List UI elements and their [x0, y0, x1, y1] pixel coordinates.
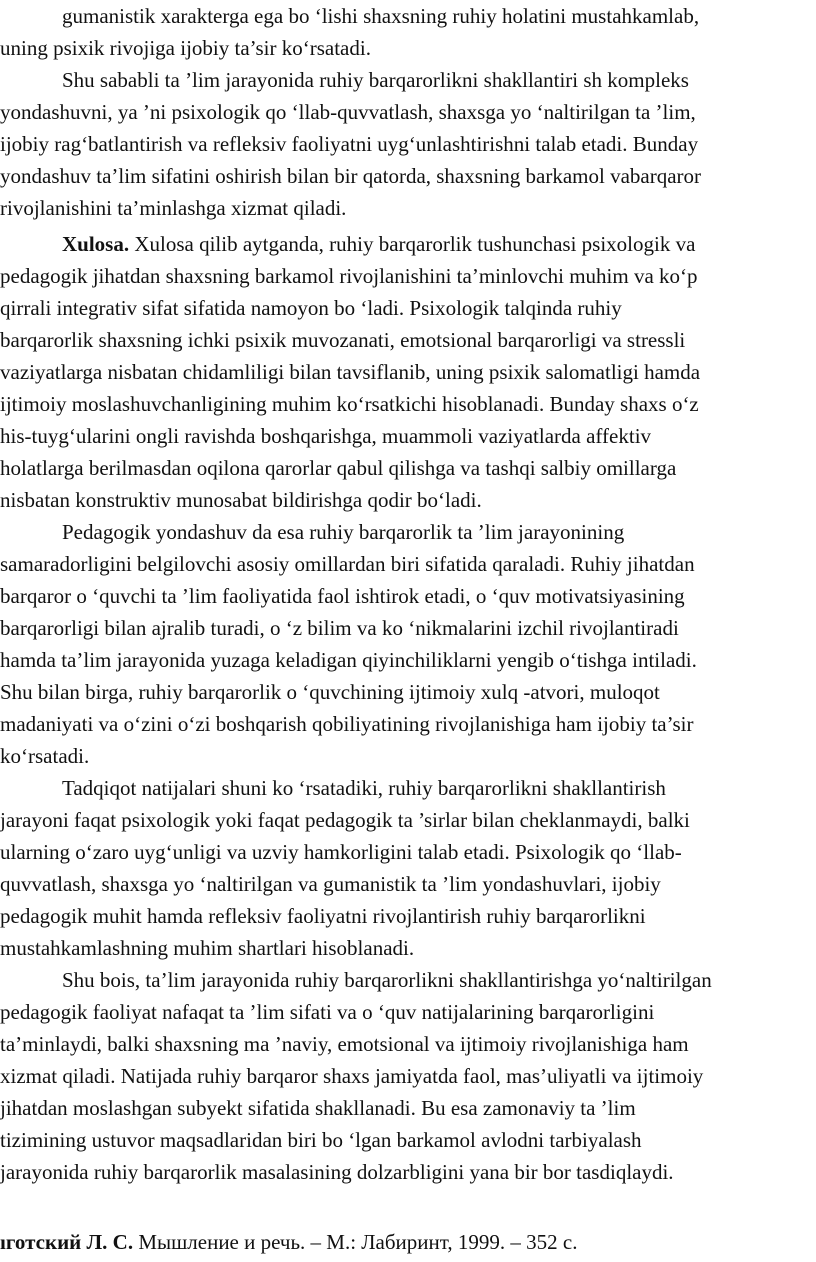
paragraph-4-line-8: ko‘rsatadi. [0, 744, 90, 768]
conclusion-line-3: qirrali integrativ sifat sifatida namoyon bo ‘ladi. Psixologik talqinda ruhiy [0, 296, 622, 320]
conclusion-line-5: vaziyatlarga nisbatan chidamliligi bilan tavsiflanib, uning psixik salomatligi hamda [0, 360, 701, 384]
reference-entry [0, 1226, 816, 1258]
paragraph-6-line-6: tizimining ustuvor maqsadlaridan biri bo ‘lgan barkamol avlodni tarbiyalash [0, 1128, 642, 1152]
paragraph-6-line-2: pedagogik faoliyat nafaqat ta ’lim sifati va o ‘quv natijalarining barqarorligini [0, 1000, 655, 1024]
paragraph-4-line-6: Shu bilan birga, ruhiy barqarorlik o ‘quvchining ijtimoiy xulq -atvori, muloqot [0, 680, 660, 704]
conclusion-line-8: holatlarga berilmasdan oqilona qarorlar qabul qilishga va tashqi salbiy omillarga [0, 456, 677, 480]
paragraph-2-line-4: yondashuv ta’lim sifatini oshirish bilan bir qatorda, shaxsning barkamol vabarqaror [0, 164, 702, 188]
conclusion-heading: Xulosa. [62, 232, 130, 256]
paragraph-6-line-1: Shu bois, ta’lim jarayonida ruhiy barqarorlikni shakllantirishga yo‘naltirilgan [62, 968, 712, 992]
paragraph-5-line-2: jarayoni faqat psixologik yoki faqat pedagogik ta ’sirlar bilan cheklanmaydi, balki [0, 808, 690, 832]
paragraph-4-line-2: samaradorligini belgilovchi asosiy omillardan biri sifatida qaraladi. Ruhiy jihatdan [0, 552, 695, 576]
paragraph-4-line-1: Pedagogik yondashuv da esa ruhiy barqarorlik ta ’lim jarayonining [62, 520, 625, 544]
conclusion-line-1 [0, 228, 816, 260]
paragraph-4-line-7: madaniyati va o‘zini o‘zi boshqarish qobiliyatining rivojlanishiga ham ijobiy ta’sir [0, 712, 694, 736]
paragraph-5-line-1: Tadqiqot natijalari shuni ko ‘rsatadiki, ruhiy barqarorlikni shakllantirish [62, 776, 666, 800]
paragraph-6-line-4: xizmat qiladi. Natijada ruhiy barqaror shaxs jamiyatda faol, mas’uliyatli va ijtimoiy [0, 1064, 704, 1088]
paragraph-6-line-7: jarayonida ruhiy barqarorlik masalasining dolzarbligini yana bir bor tasdiqlaydi. [0, 1160, 674, 1184]
reference-author: ıготский Л. С. [0, 1230, 134, 1254]
conclusion-line-4: barqarorlik shaxsning ichki psixik muvozanati, emotsional barqarorligi va stressli [0, 328, 686, 352]
conclusion-line-9: nisbatan konstruktiv munosabat bildirishga qodir bo‘ladi. [0, 488, 482, 512]
conclusion-line-2: pedagogik jihatdan shaxsning barkamol rivojlanishini ta’minlovchi muhim va ko‘p [0, 264, 698, 288]
paragraph-4-line-3: barqaror o ‘quvchi ta ’lim faoliyatida faol ishtirok etadi, o ‘quv motivatsiyasining [0, 584, 685, 608]
paragraph-2-line-3: ijobiy rag‘batlantirish va refleksiv faoliyatni uyg‘unlashtirishni talab etadi. Bunday [0, 132, 699, 156]
paragraph-2-line-5: rivojlanishini ta’minlashga xizmat qiladi. [0, 196, 347, 220]
paragraph-6-line-3: ta’minlaydi, balki shaxsning ma ’naviy, emotsional va ijtimoiy rivojlanishiga ham [0, 1032, 689, 1056]
paragraph-5-line-4: quvvatlash, shaxsga yo ‘naltirilgan va gumanistik ta ’lim yondashuvlari, ijobiy [0, 872, 661, 896]
paragraph-1-line-1: gumanistik xarakterga ega bo ‘lishi shaxsning ruhiy holatini mustahkamlab, [62, 4, 700, 28]
paragraph-5-line-5: pedagogik muhit hamda refleksiv faoliyatni rivojlantirish ruhiy barqarorlikni [0, 904, 646, 928]
reference-details: Мышление и речь. – М.: Лабиринт, 1999. – 352 с. [133, 1230, 578, 1254]
conclusion-first-line-text: Xulosa qilib aytganda, ruhiy barqarorlik tushunchasi psixologik va [129, 232, 696, 256]
paragraph-5-line-3: ularning o‘zaro uyg‘unligi va uzviy hamkorligini talab etadi. Psixologik qo ‘llab- [0, 840, 682, 864]
paragraph-2-line-1: Shu sababli ta ’lim jarayonida ruhiy barqarorlikni shakllantiri sh kompleks [62, 68, 689, 92]
paragraph-1-line-2: uning psixik rivojiga ijobiy ta’sir ko‘rsatadi. [0, 36, 371, 60]
paragraph-5-line-6: mustahkamlashning muhim shartlari hisoblanadi. [0, 936, 415, 960]
paragraph-4-line-4: barqarorligi bilan ajralib turadi, o ‘z bilim va ko ‘nikmalarini izchil rivojlantiradi [0, 616, 679, 640]
conclusion-line-7: his-tuyg‘ularini ongli ravishda boshqarishga, muammoli vaziyatlarda affektiv [0, 424, 652, 448]
conclusion-line-6: ijtimoiy moslashuvchanligining muhim ko‘rsatkichi hisoblanadi. Bunday shaxs o‘z [0, 392, 699, 416]
paragraph-2-line-2: yondashuvni, ya ’ni psixologik qo ‘llab-quvvatlash, shaxsga yo ‘naltirilgan ta ’lim, [0, 100, 696, 124]
paragraph-4-line-5: hamda ta’lim jarayonida yuzaga keladigan qiyinchiliklarni yengib o‘tishga intiladi. [0, 648, 697, 672]
paragraph-6-line-5: jihatdan moslashgan subyekt sifatida shakllanadi. Bu esa zamonaviy ta ’lim [0, 1096, 636, 1120]
